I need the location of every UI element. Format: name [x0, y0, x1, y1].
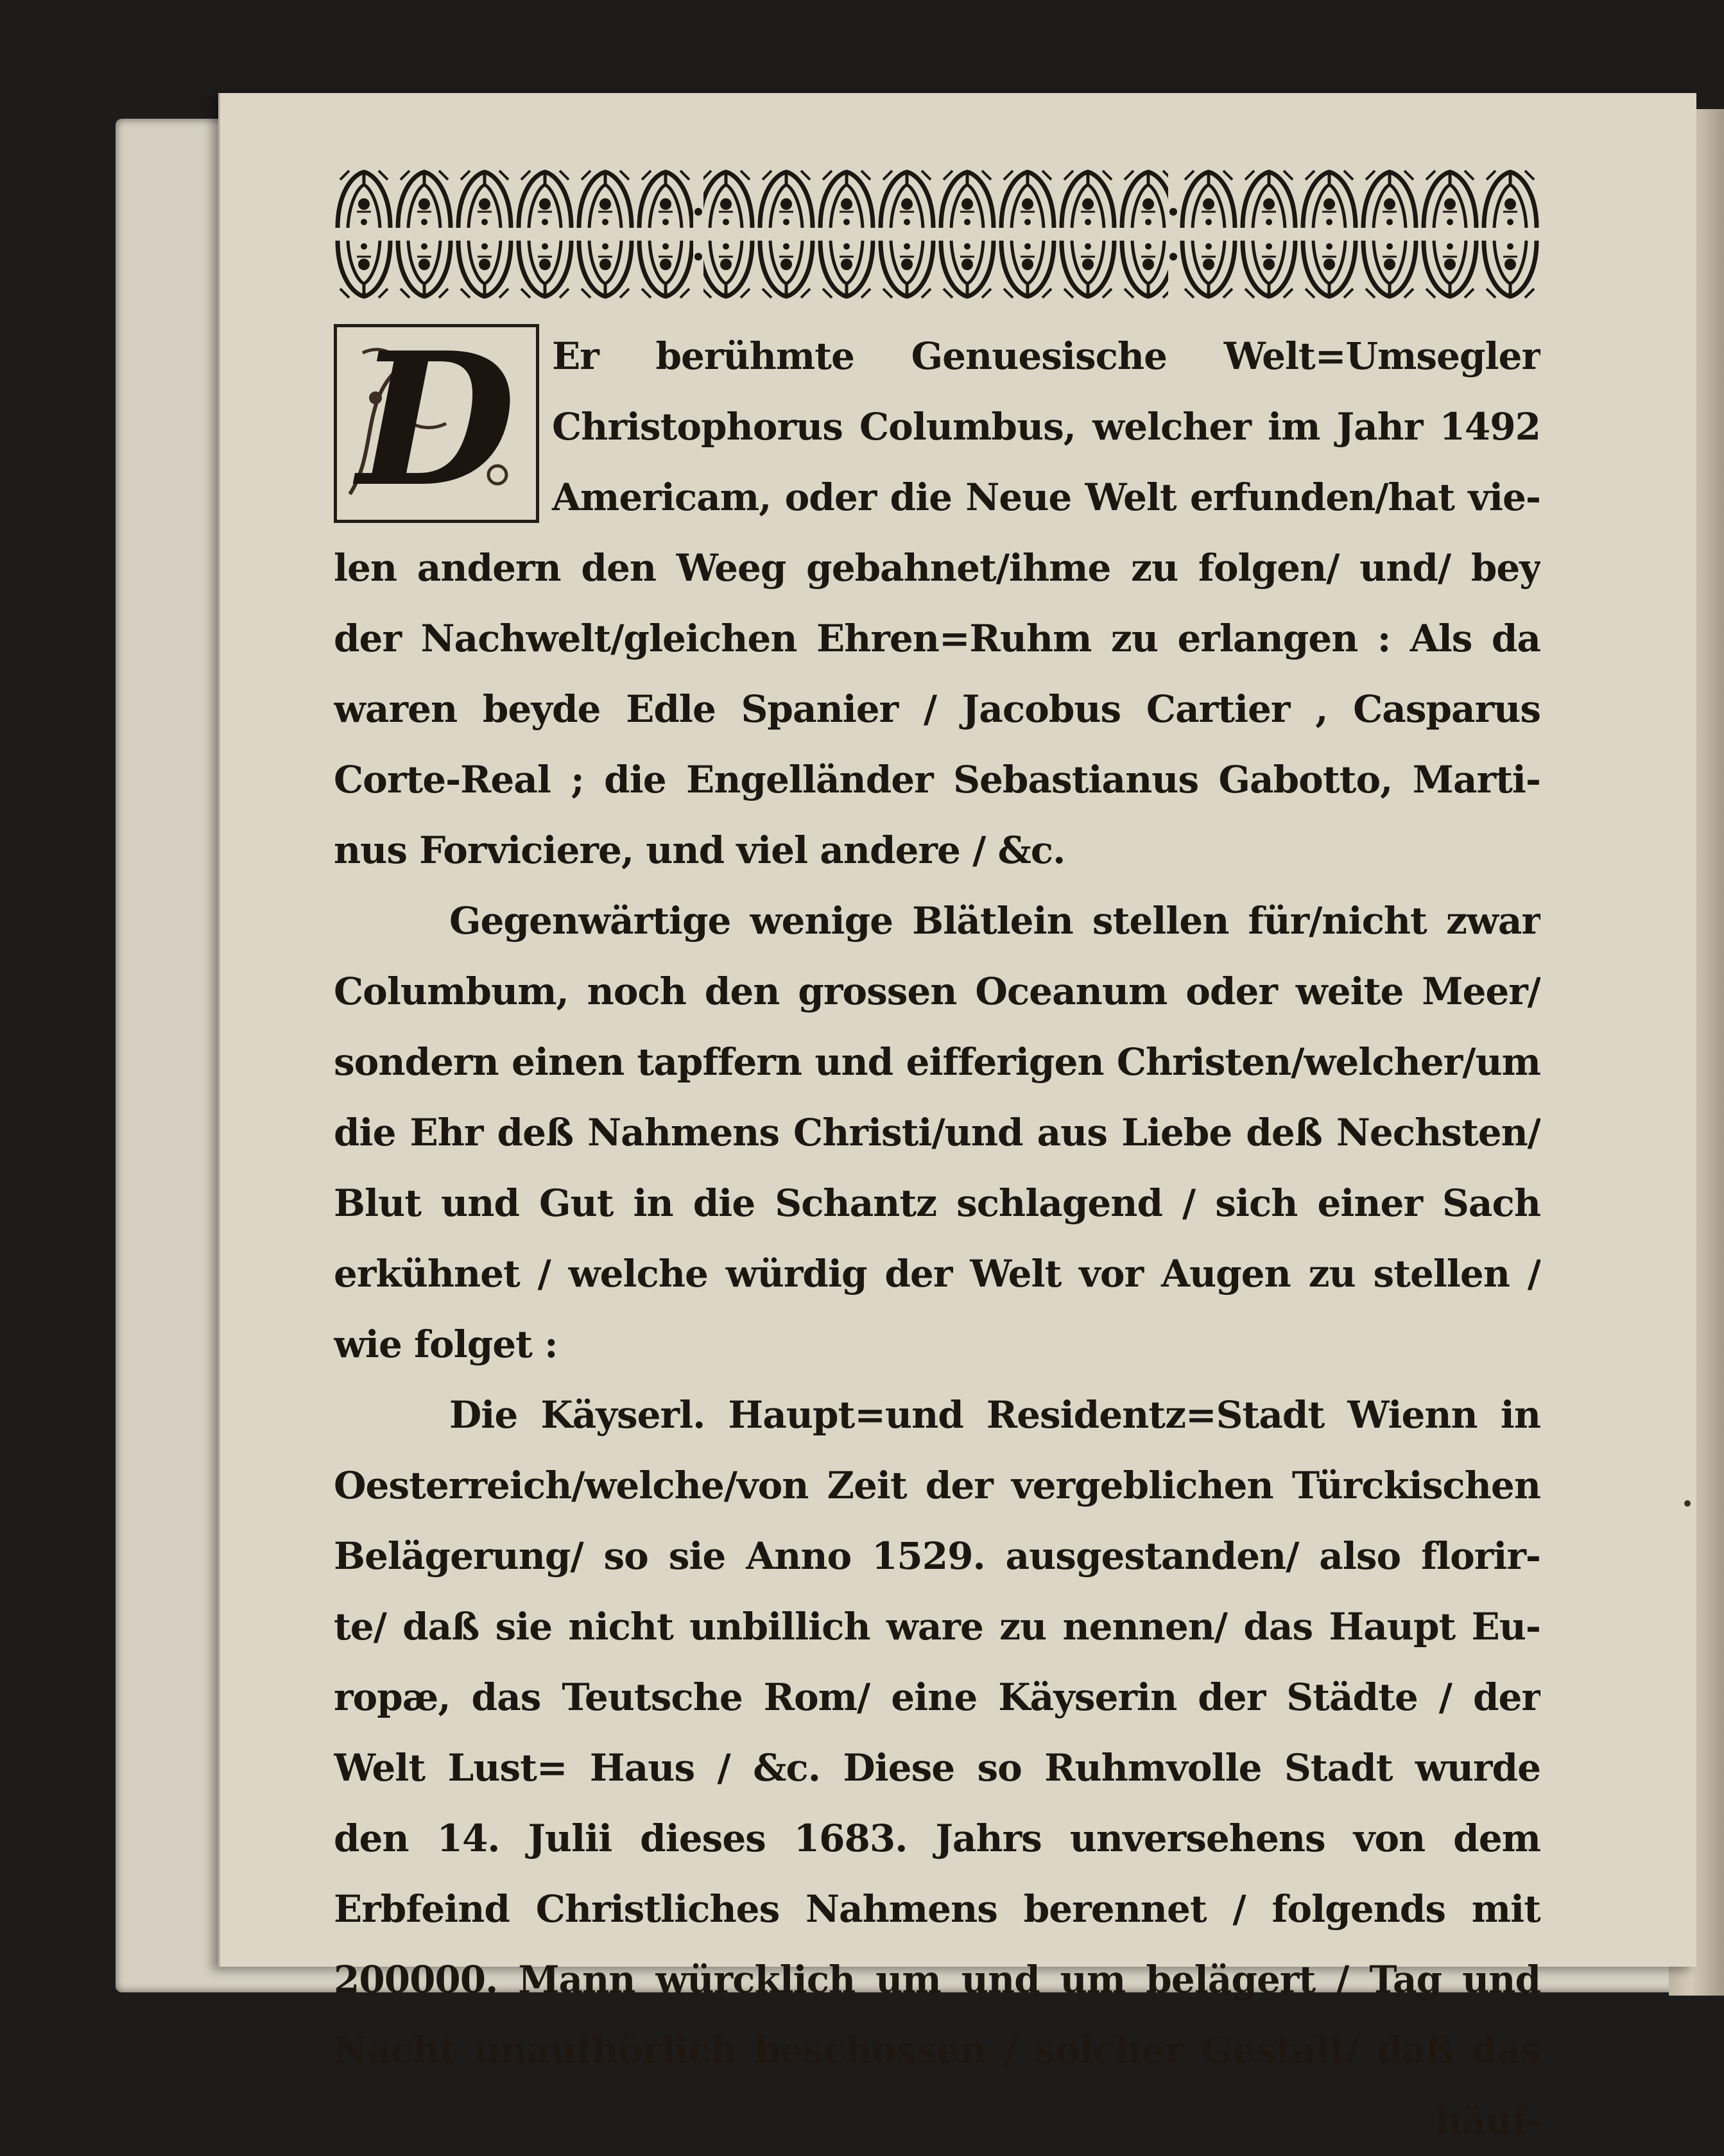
- text-line: Americam, oder die Neue Welt erfunden/hat vie-: [552, 475, 1540, 519]
- text-line: Welt Lust= Haus / &c. Diese so Ruhmvolle Stadt wurde: [334, 1746, 1540, 1790]
- text-line: len andern den Weeg gebahnet/ihme zu folgen/ und/ bey: [334, 546, 1540, 590]
- text-line: wie folget :: [334, 1322, 558, 1366]
- text-line: Die Käyserl. Haupt=und Residentz=Stadt Wienn in: [449, 1393, 1540, 1437]
- text-line: Gegenwärtige wenige Blätlein stellen für/nicht zwar: [449, 899, 1540, 943]
- text-line: ropæ, das Teutsche Rom/ eine Käyserin der Städte / der: [334, 1675, 1540, 1719]
- text-line: den 14. Julii dieses 1683. Jahrs unversehens von dem: [334, 1817, 1540, 1860]
- text-line: sondern einen tapffern und eifferigen Christen/welcher/um: [334, 1040, 1540, 1084]
- ornamental-border: [334, 167, 1540, 302]
- text-line: erkühnet / welche würdig der Welt vor Augen zu stellen /: [334, 1252, 1540, 1296]
- text-line: te/ daß sie nicht unbillich ware zu nennen/ das Haupt Eu-: [334, 1605, 1540, 1648]
- text-line: Erbfeind Christliches Nahmens berennet / folgends mit: [334, 1887, 1540, 1931]
- body-text: [334, 312, 1540, 2156]
- text-line: die Ehr deß Nahmens Christi/und aus Liebe deß Nechsten/: [334, 1111, 1540, 1154]
- drop-cap-letter: D: [357, 312, 516, 527]
- text-line: Columbum, noch den grossen Oceanum oder weite Meer/: [334, 970, 1540, 1013]
- text-line: Nacht unaufhörlich beschossen / solcher Gestalt/ daß das: [334, 2028, 1540, 2072]
- text-line: Christophorus Columbus, welcher im Jahr 1492: [552, 405, 1540, 449]
- text-line: Er berühmte Genuesische Welt=Umsegler: [552, 334, 1540, 378]
- text-line: 200000. Mann würcklich um und um belägert / Tag und: [334, 1958, 1540, 2001]
- catchword: häuf-: [1435, 2099, 1540, 2143]
- ink-spot: [1684, 1500, 1691, 1507]
- text-line: Oesterreich/welche/von Zeit der vergeblichen Türckischen: [334, 1464, 1540, 1507]
- text-line: Belägerung/ so sie Anno 1529. ausgestanden/ also florir-: [334, 1534, 1540, 1578]
- text-line: Blut und Gut in die Schantz schlagend / sich einer Sach: [334, 1181, 1540, 1225]
- text-line: Corte-Real ; die Engelländer Sebastianus Gabotto, Marti-: [334, 758, 1540, 801]
- text-line: der Nachwelt/gleichen Ehren=Ruhm zu erlangen : Als da: [334, 617, 1540, 660]
- text-line: nus Forviciere, und viel andere / &c.: [334, 828, 1065, 872]
- text-line: waren beyde Edle Spanier / Jacobus Cartier , Casparus: [334, 687, 1540, 731]
- ornament-svg: [334, 167, 1540, 302]
